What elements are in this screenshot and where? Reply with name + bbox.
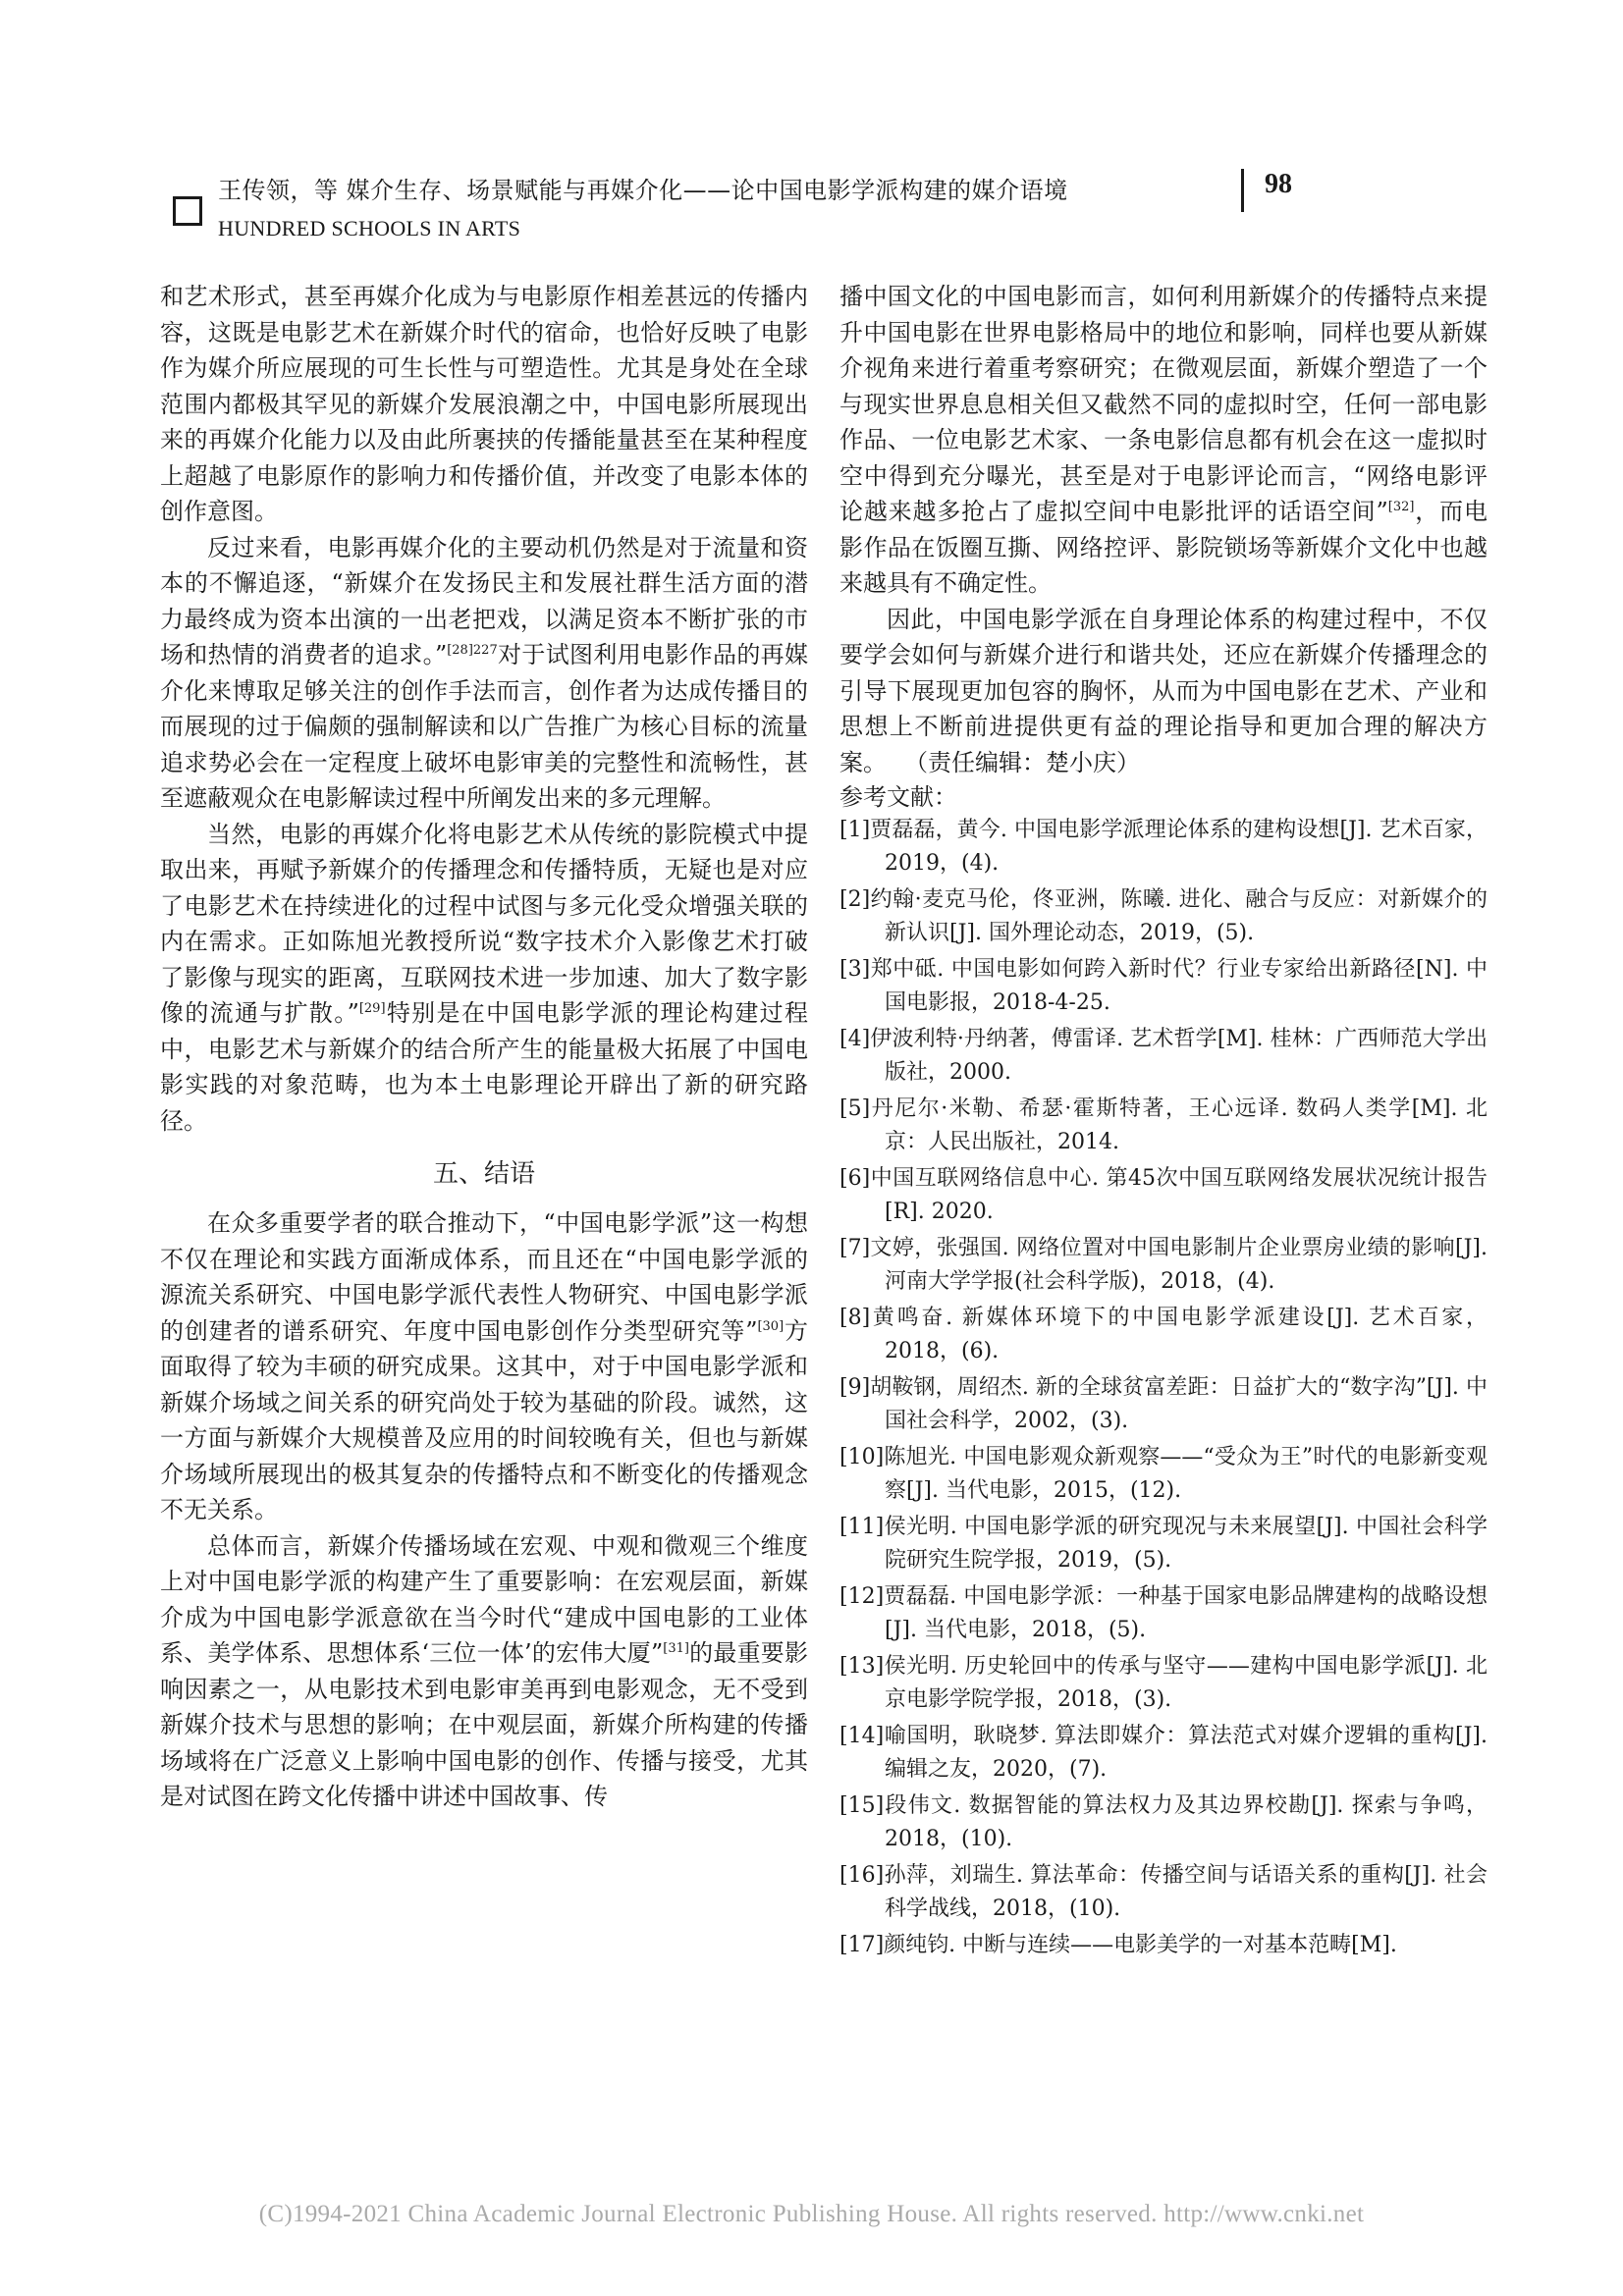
header-title: 王传领，等 媒介生存、场景赋能与再媒介化——论中国电影学派构建的媒介语境: [218, 177, 1068, 204]
citation-superscript: [28]227: [447, 643, 498, 658]
paragraph: 反过来看，电影再媒介化的主要动机仍然是对于流量和资本的不懈追逐，“新媒介在发扬民主和发展社群生活方面的潜力最终成为资本出演的一出老把戏，以满足资本不断扩张的市场和热情的消费者的追求。”$^{[28]227}$对于试图利用电影作品的再媒介化来博取足够关注的创作手法而言，创作者为达成传播目的而展现的过于偏颇的强制解读和以广告推广为核心目标的流量追求势必会在一定程度上破坏电影审美的完整性和流畅性，甚至遮蔽观众在电影解读过程中所阐发出来的多元理解。: [160, 533, 808, 812]
reference-item: [12]贾磊磊. 中国电影学派：一种基于国家电影品牌建构的战略设想[J]. 当代电影，2018，(5).: [839, 1584, 1488, 1642]
reference-item: [10]陈旭光. 中国电影观众新观察——“受众为王”时代的电影新变观察[J]. 当代电影，2015，(12).: [839, 1445, 1488, 1503]
paragraph: 在众多重要学者的联合推动下，“中国电影学派”这一构想不仅在理论和实践方面渐成体系，而且还在“中国电影学派的源流关系研究、中国电影学派代表性人物研究、中国电影学派的创建者的谱系研究、年度中国电影创作分类型研究等”[30]方面取得了较为丰硕的研究成果。这其中，对于中国电影学派和新媒介场域之间关系的研究尚处于较为基础的阶段。诚然，这一方面与新媒介大规模普及应用的时间较晚有关，但也与新媒介场域所展现出的极其复杂的传播特点和不断变化的传播观念不无关系。: [160, 1209, 808, 1523]
copyright-footer: (C)1994-2021 China Academic Journal Electronic Publishing House. All rights reserved. http://www.cnki.net: [258, 2201, 1365, 2227]
right-column: [839, 279, 1488, 1965]
paragraph: 因此，中国电影学派在自身理论体系的构建过程中，不仅要学会如何与新媒介进行和谐共处，还应在新媒介传播理念的引导下展现更加包容的胸怀，从而为中国电影在艺术、产业和思想上不断前进提供更有益的理论指导和更加合理的解决方案。 （责任编辑：楚小庆）: [839, 605, 1488, 776]
reference-item: [2]约翰·麦克马伦，佟亚洲，陈曦. 进化、融合与反应：对新媒介的新认识[J]. 国外理论动态，2019，(5).: [839, 887, 1488, 945]
reference-item: [16]孙萍，刘瑞生. 算法革命：传播空间与话语关系的重构[J]. 社会科学战线，2018，(10).: [839, 1863, 1488, 1921]
reference-item: [9]胡鞍钢，周绍杰. 新的全球贫富差距：日益扩大的“数字沟”[J]. 中国社会科学，2002，(3).: [839, 1375, 1488, 1433]
page-number: 98: [1265, 169, 1292, 199]
header-square-mark: [173, 196, 202, 226]
left-column: [160, 279, 808, 1815]
reference-item: [13]侯光明. 历史轮回中的传承与坚守——建构中国电影学派[J]. 北京电影学院学报，2018，(3).: [839, 1654, 1488, 1712]
responsible-editor: （责任编辑：楚小庆）: [916, 748, 1140, 776]
journal-name: HUNDRED SCHOOLS IN ARTS: [218, 216, 521, 240]
reference-item: [7]文婷，张强国. 网络位置对中国电影制片企业票房业绩的影响[J]. 河南大学学报(社会科学版)，2018，(4).: [839, 1236, 1488, 1294]
reference-item: [17]颜纯钧. 中断与连续——电影美学的一对基本范畴[M].: [839, 1933, 1397, 1957]
references-label: 参考文献：: [839, 783, 957, 811]
paragraph: 总体而言，新媒介传播场域在宏观、中观和微观三个维度上对中国电影学派的构建产生了重要影响：在宏观层面，新媒介成为中国电影学派意欲在当今时代“建成中国电影的工业体系、美学体系、思想体系‘三位一体’的宏伟大厦”[31]的最重要影响因素之一，从电影技术到电影审美再到电影观念，无不受到新媒介技术与思想的影响；在中观层面，新媒介所构建的传播场域将在广泛意义上影响中国电影的创作、传播与接受，尤其是对试图在跨文化传播中讲述中国故事、传: [160, 1531, 809, 1810]
paragraph: 和艺术形式，甚至再媒介化成为与电影原作相差甚远的传播内容，这既是电影艺术在新媒介时代的宿命，也恰好反映了电影作为媒介所应展现的可生长性与可塑造性。尤其是身处在全球范围内都极其罕见的新媒介发展浪潮之中，中国电影所展现出来的再媒介化能力以及由此所裹挟的传播能量甚至在某种程度上超越了电影原作的影响力和传播价值，并改变了电影本体的创作意图。: [160, 283, 808, 525]
reference-item: [6]中国互联网络信息中心. 第45次中国互联网络发展状况统计报告[R]. 2020.: [839, 1166, 1488, 1224]
reference-item: [5]丹尼尔·米勒、希瑟·霍斯特著，王心远译. 数码人类学[M]. 北京：人民出版社，2014.: [839, 1096, 1488, 1154]
reference-item: [11]侯光明. 中国电影学派的研究现况与未来展望[J]. 中国社会科学院研究生院学报，2019，(5).: [839, 1515, 1488, 1573]
section-heading: 五、结语: [432, 1159, 535, 1189]
citation-superscript: [31]: [663, 1641, 689, 1656]
header-divider: [1241, 169, 1244, 212]
paragraph: 播中国文化的中国电影而言，如何利用新媒介的传播特点来提升中国电影在世界电影格局中的地位和影响，同样也要从新媒介视角来进行着重考察研究；在微观层面，新媒介塑造了一个与现实世界息息相关但又截然不同的虚拟时空，任何一部电影作品、一位电影艺术家、一条电影信息都有机会在这一虚拟时空中得到充分曝光，甚至是对于电影评论而言，“网络电影评论越来越多抢占了虚拟空间中电影批评的话语空间”[32]，而电影作品在饭圈互撕、网络控评、影院锁场等新媒介文化中也越来越具有不确定性。: [839, 283, 1488, 597]
reference-list: [839, 814, 1488, 1962]
reference-item: [1]贾磊磊，黄今. 中国电影学派理论体系的建构设想[J]. 艺术百家，2019，(4).: [839, 818, 1488, 876]
reference-item: [14]喻国明，耿晓梦. 算法即媒介：算法范式对媒介逻辑的重构[J]. 编辑之友，2020，(7).: [839, 1724, 1488, 1782]
reference-item: [8]黄鸣奋. 新媒体环境下的中国电影学派建设[J]. 艺术百家，2018，(6).: [839, 1306, 1488, 1363]
citation-superscript: [32]: [1387, 500, 1415, 514]
reference-item: [3]郑中砥. 中国电影如何跨入新时代？行业专家给出新路径[N]. 中国电影报，2018-4-25.: [839, 957, 1488, 1015]
citation-superscript: [30]: [757, 1318, 784, 1334]
reference-item: [4]伊波利特·丹纳著，傅雷译. 艺术哲学[M]. 桂林：广西师范大学出版社，2000.: [839, 1027, 1488, 1085]
reference-item: [15]段伟文. 数据智能的算法权力及其边界校勘[J]. 探索与争鸣，2018，(10).: [839, 1793, 1488, 1851]
running-header: [173, 165, 1508, 249]
citation-superscript: [29]: [358, 1001, 386, 1016]
paragraph: 当然，电影的再媒介化将电影艺术从传统的影院模式中提取出来，再赋予新媒介的传播理念和传播特质，无疑也是对应了电影艺术在持续进化的过程中试图与多元化受众增强关联的内在需求。正如陈旭光教授所说“数字技术介入影像艺术打破了影像与现实的距离，互联网技术进一步加速、加大了数字影像的流通与扩散。”[29]特别是在中国电影学派的理论构建过程中，电影艺术与新媒介的结合所产生的能量极大拓展了中国电影实践的对象范畴，也为本土电影理论开辟出了新的研究路径。: [160, 820, 808, 1135]
